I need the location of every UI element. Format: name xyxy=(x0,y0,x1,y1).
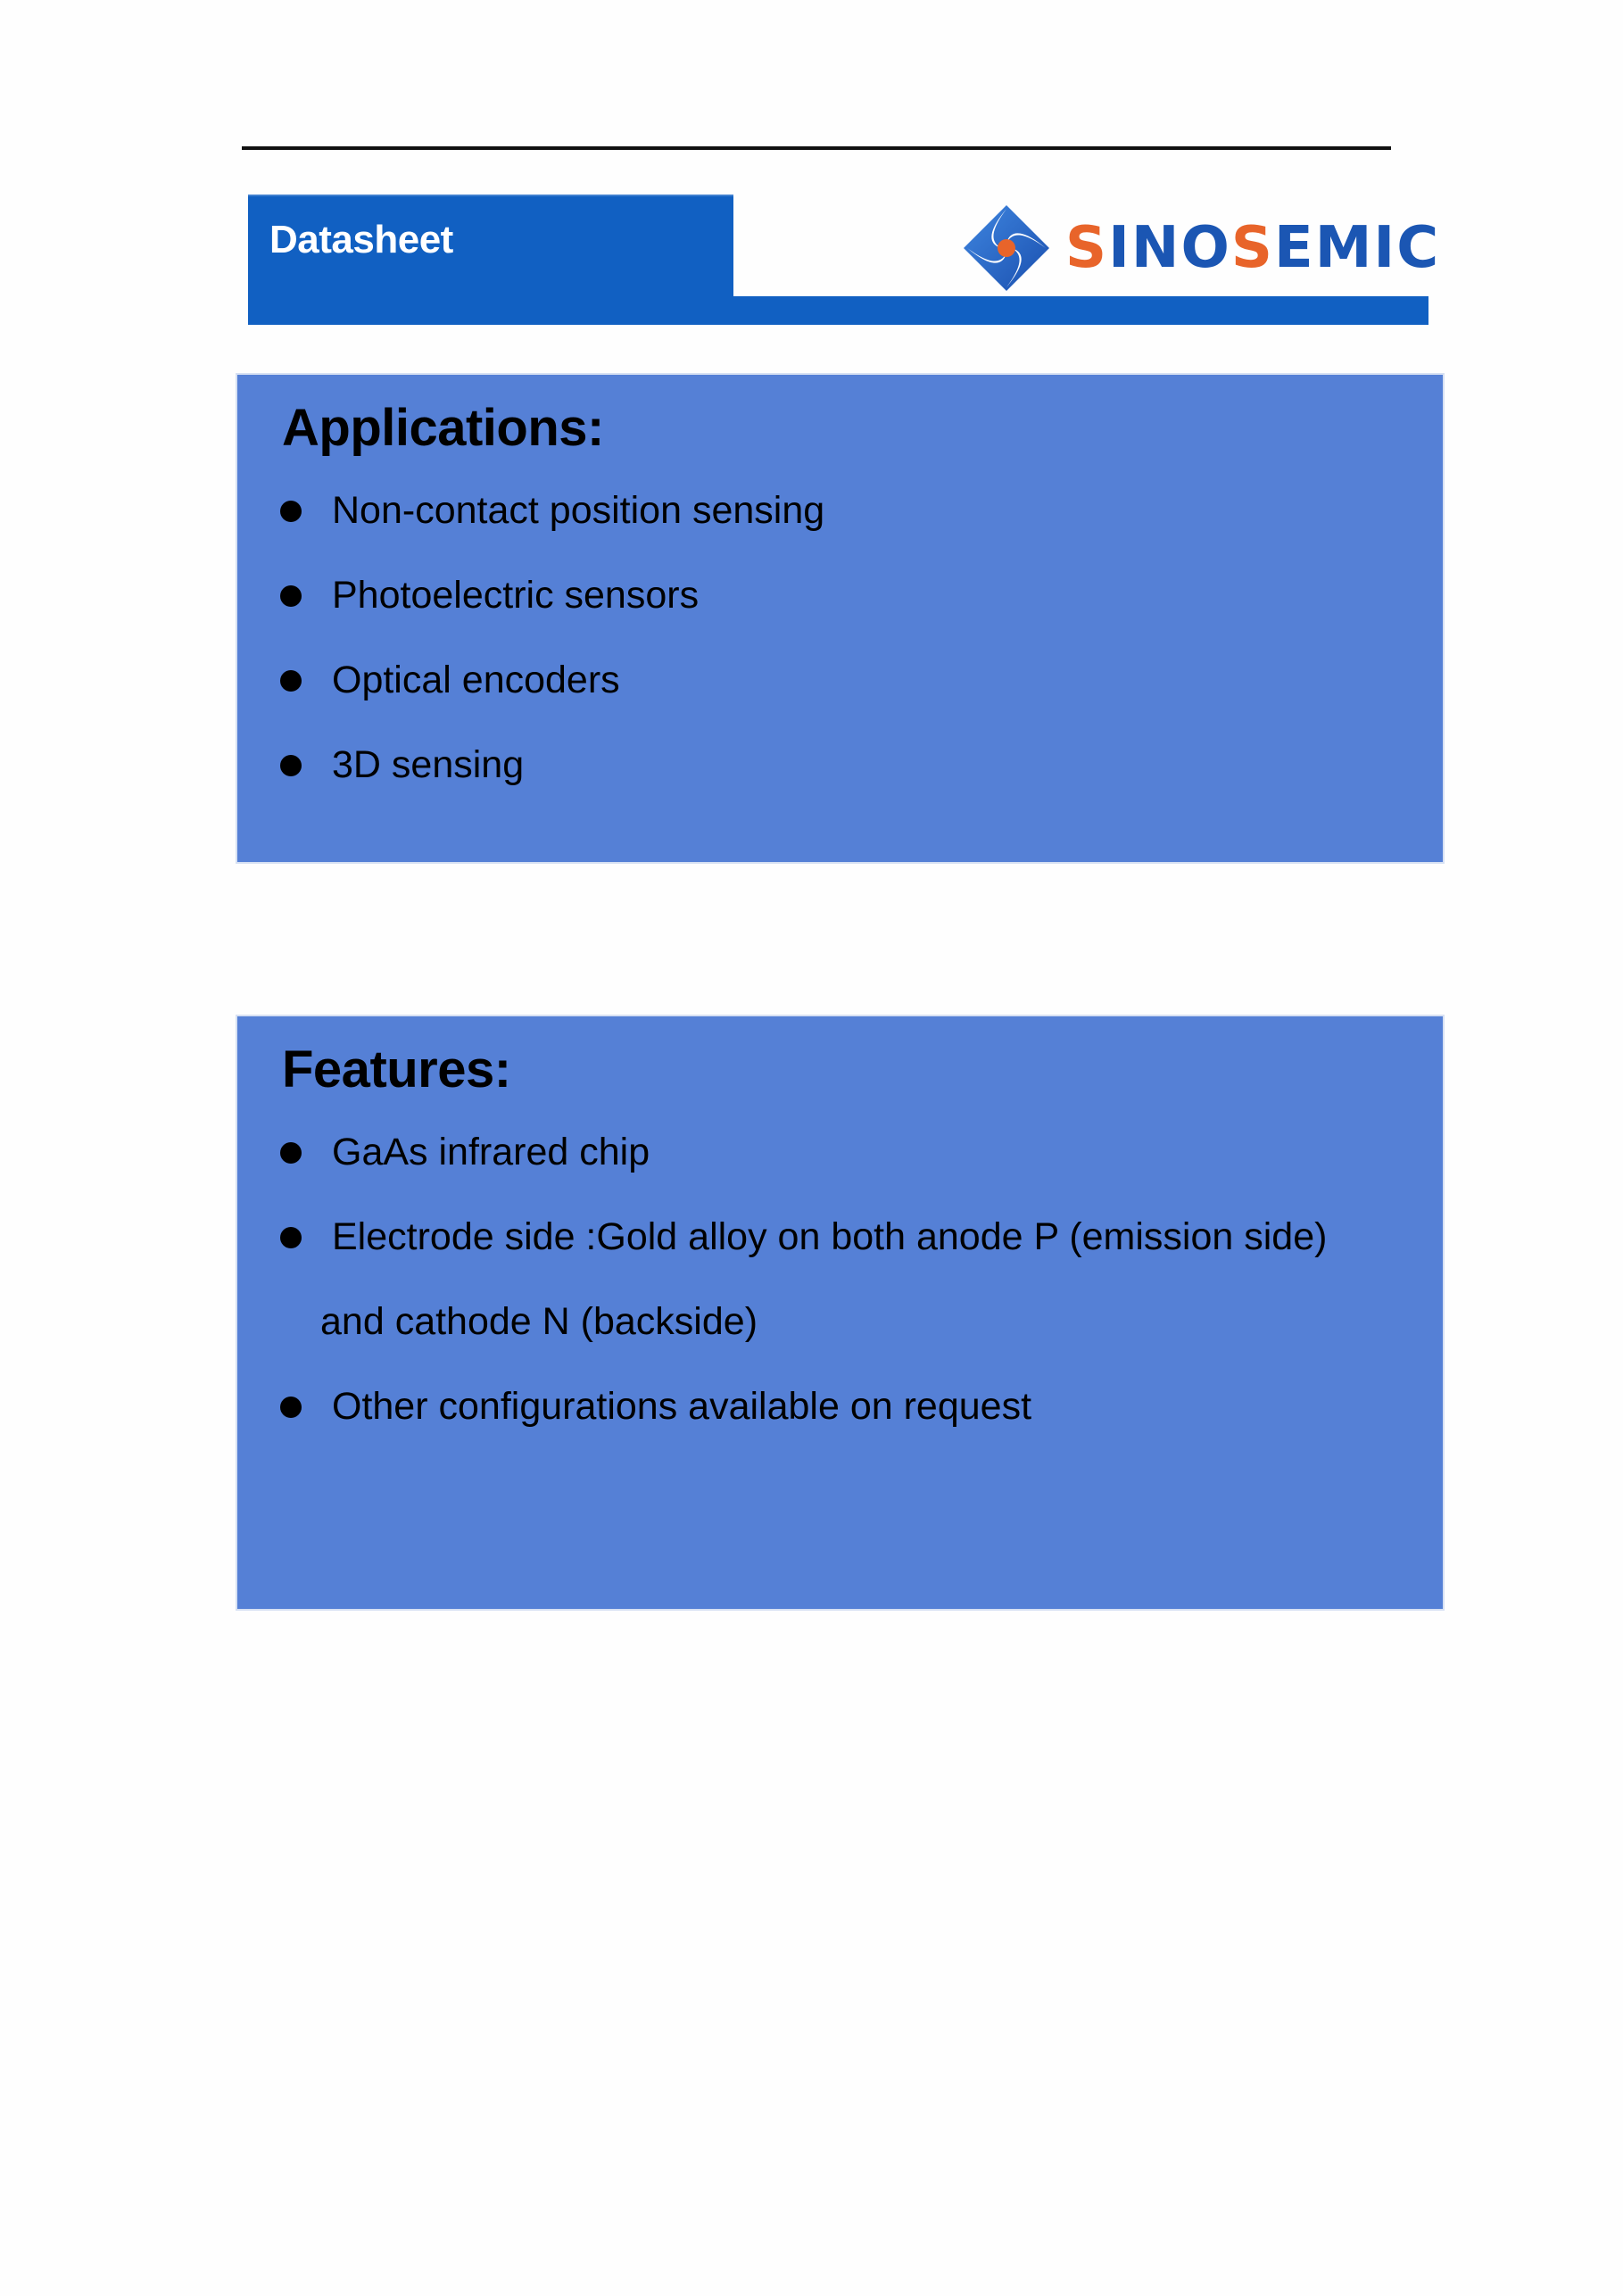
bullet-icon xyxy=(280,501,302,522)
bullet-icon xyxy=(280,670,302,692)
list-item: Electrode side :Gold alloy on both anode P (emission side) xyxy=(280,1215,1327,1259)
applications-heading: Applications: xyxy=(282,399,604,457)
features-heading: Features: xyxy=(282,1040,511,1098)
list-item: Other configurations available on request xyxy=(280,1385,1031,1429)
header-banner xyxy=(248,195,1441,325)
banner-underline xyxy=(733,296,1428,325)
list-item-continuation: and cathode N (backside) xyxy=(320,1300,758,1343)
list-item: 3D sensing xyxy=(280,743,524,787)
applications-box xyxy=(236,373,1445,864)
header-rule xyxy=(242,146,1391,150)
list-item: Optical encoders xyxy=(280,659,620,702)
list-item: GaAs infrared chip xyxy=(280,1131,650,1174)
features-box xyxy=(236,1015,1445,1611)
banner-title-block xyxy=(248,195,733,325)
bullet-icon xyxy=(280,585,302,607)
bullet-icon xyxy=(280,1397,302,1418)
document-type-title: Datasheet xyxy=(269,218,453,261)
bullet-icon xyxy=(280,1142,302,1164)
bullet-icon xyxy=(280,755,302,776)
company-logo xyxy=(962,203,1440,293)
sinosemic-swirl-logo-icon xyxy=(962,203,1051,293)
logo-wordmark: SINOSEMIC xyxy=(1065,215,1441,281)
bullet-icon xyxy=(280,1227,302,1248)
list-item: Photoelectric sensors xyxy=(280,574,699,618)
list-item: Non-contact position sensing xyxy=(280,489,824,533)
